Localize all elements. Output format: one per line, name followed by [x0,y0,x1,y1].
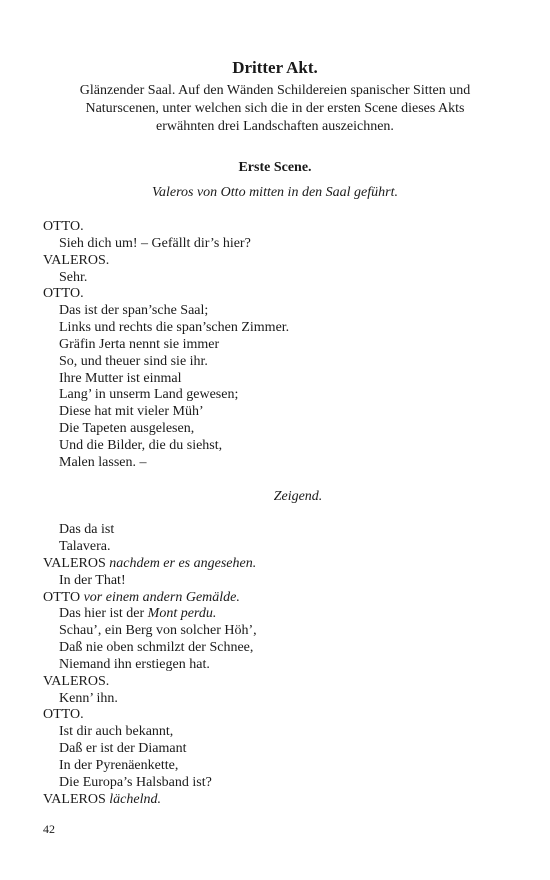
stage-direction: nachdem er es angesehen. [109,555,257,571]
stage-description-line: erwähnten drei Landschaften auszeichnen. [156,119,394,134]
stage-direction: Zeigend. [273,488,323,504]
verse-line: Links und rechts die span’schen Zimmer. [59,320,290,336]
verse-line: Sieh dich um! – Gefällt dir’s hier? [59,235,251,251]
stage-description [42,82,508,136]
verse-line: In der Pyrenäenkette, [59,758,179,773]
verse-line: Lang’ in unserm Land gewesen; [59,387,239,403]
italic-title: Mont perdu. [147,606,217,622]
verse-line: Malen lassen. – [59,454,147,470]
speaker-with-direction [43,556,513,573]
page-number: 42 [43,822,55,836]
verse-line: Das da ist [59,522,115,538]
verse-line: Die Tapeten ausgelesen, [59,421,195,437]
blank-line [43,472,513,489]
speaker-with-direction [43,792,513,809]
speaker-name: OTTO. [43,707,84,723]
verse-line: Die Europa’s Halsband ist? [59,774,212,790]
verse-line: Schau’, ein Berg von solcher Höh’, [59,623,257,639]
verse-line: In der That! [59,572,126,588]
speaker-name: VALEROS [43,791,106,807]
speaker-name: VALEROS. [43,252,110,268]
stage-description-line: Naturscenen, unter welchen sich die in der ersten Scene dieses Akts [85,101,465,116]
verse-line: Daß er ist der Diamant [59,741,187,757]
speaker-name: OTTO. [43,286,84,302]
speaker-name: VALEROS [43,555,106,571]
dialogue-block [43,219,513,809]
verse-line: Niemand ihn erstiegen hat. [59,656,210,672]
verse-line: Daß nie oben schmilzt der Schnee, [59,640,254,656]
scene-direction: Valeros von Otto mitten in den Saal geführt. [151,185,398,200]
verse-line: Und die Bilder, die du siehst, [59,437,223,453]
blank-line [43,505,513,522]
speaker-name: OTTO [43,589,81,605]
verse-line: Ihre Mutter ist einmal [59,370,182,386]
verse-line: Ist dir auch bekannt, [59,724,174,740]
stage-direction: lächelnd. [109,791,161,807]
speaker-with-direction [43,590,513,607]
speaker-name: VALEROS. [43,673,110,689]
verse-line: Diese hat mit vieler Müh’ [59,404,204,420]
act-title: Dritter Akt. [232,58,318,77]
stage-description-line: Glänzender Saal. Auf den Wänden Schildereien spanischer Sitten und [79,83,471,98]
verse-line: Gräfin Jerta nennt sie immer [59,336,220,352]
verse-line [43,606,513,623]
verse-line: Sehr. [59,269,88,285]
speaker-name: OTTO. [43,219,84,234]
verse-line: Talavera. [59,539,111,555]
verse-line: Das ist der span’sche Saal; [59,303,209,319]
stage-direction: vor einem andern Gemälde. [83,589,240,605]
scene-title: Erste Scene. [238,160,312,175]
verse-line: Kenn’ ihn. [59,690,118,706]
verse-text: Das hier ist der [59,606,148,622]
verse-line: So, und theuer sind sie ihr. [59,353,208,369]
